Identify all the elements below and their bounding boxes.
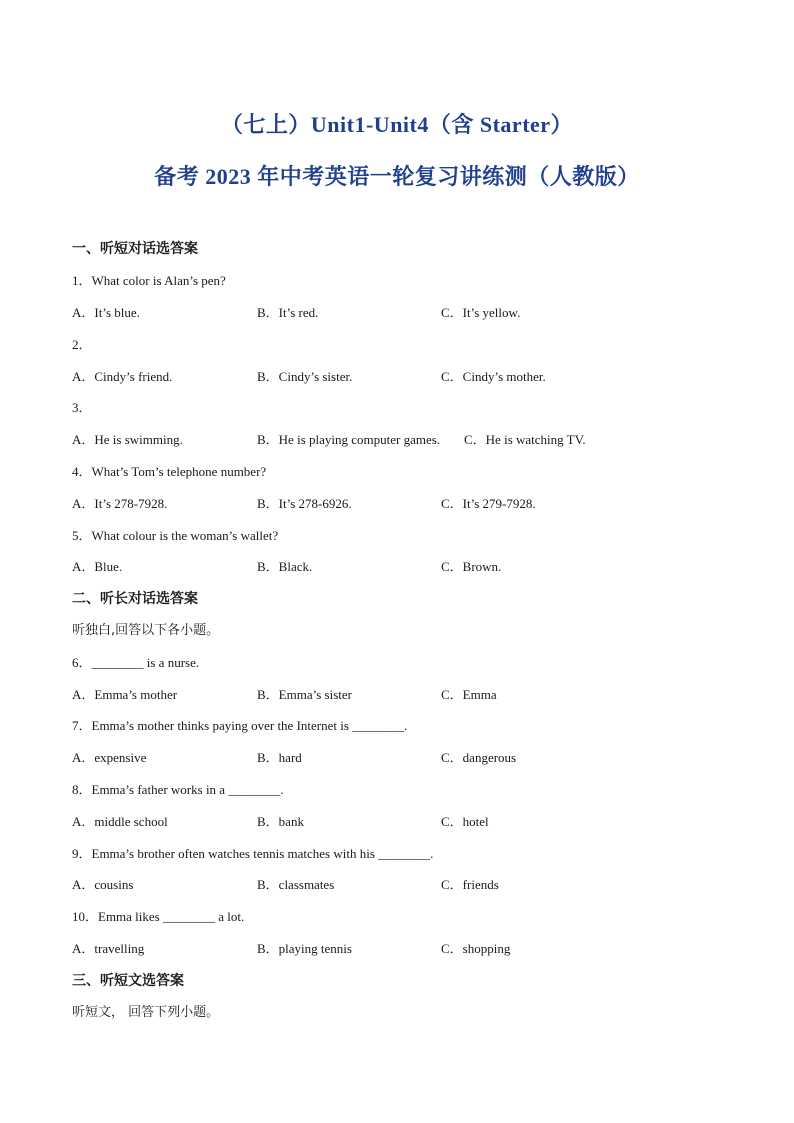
question-5-option-a: A．Blue. bbox=[72, 559, 123, 574]
question-3-option-a: A．He is swimming. bbox=[72, 432, 183, 447]
question-6-stem: 6．________ is a nurse. bbox=[72, 655, 200, 670]
question-3-option-b: B．He is playing computer games. bbox=[257, 432, 441, 447]
question-4-option-c: C．It’s 279-7928. bbox=[441, 496, 536, 511]
question-8-option-b: B．bank bbox=[257, 814, 304, 829]
question-1-option-b: B．It’s red. bbox=[257, 305, 319, 320]
question-5-stem: 5．What colour is the woman’s wallet? bbox=[72, 528, 279, 543]
question-8-option-a: A．middle school bbox=[72, 814, 168, 829]
question-9-option-c: C．friends bbox=[441, 877, 499, 892]
question-9-option-b: B．classmates bbox=[257, 877, 335, 892]
question-1-option-c: C．It’s yellow. bbox=[441, 305, 521, 320]
question-2-stem: 2． bbox=[72, 337, 92, 352]
question-6-option-a: A．Emma’s mother bbox=[72, 687, 178, 702]
question-6-option-b: B．Emma’s sister bbox=[257, 687, 352, 702]
question-7-option-a: A．expensive bbox=[72, 750, 147, 765]
question-10-option-b: B．playing tennis bbox=[257, 941, 352, 956]
question-4-option-b: B．It’s 278-6926. bbox=[257, 496, 352, 511]
section-heading-2: 二、听长对话选答案 bbox=[72, 591, 198, 607]
question-1-option-a: A．It’s blue. bbox=[72, 305, 140, 320]
section-2-instructions: 听独白,回答以下各小题。 bbox=[72, 623, 220, 638]
question-7-option-b: B．hard bbox=[257, 750, 302, 765]
question-5-option-b: B．Black. bbox=[257, 559, 313, 574]
question-10-option-c: C．shopping bbox=[441, 941, 511, 956]
question-3-option-c: C．He is watching TV. bbox=[464, 432, 586, 447]
section-heading-3: 三、听短文选答案 bbox=[72, 973, 184, 989]
question-1-stem: 1．What color is Alan’s pen? bbox=[72, 273, 226, 288]
question-10-stem: 10．Emma likes ________ a lot. bbox=[72, 909, 245, 924]
question-9-option-a: A．cousins bbox=[72, 877, 134, 892]
question-7-stem: 7．Emma’s mother thinks paying over the Internet is ________. bbox=[72, 718, 408, 733]
question-8-stem: 8．Emma’s father works in a ________. bbox=[72, 782, 284, 797]
question-4-stem: 4．What’s Tom’s telephone number? bbox=[72, 464, 267, 479]
document-subtitle: 备考 2023 年中考英语一轮复习讲练测（人教版） bbox=[154, 164, 640, 189]
question-6-option-c: C．Emma bbox=[441, 687, 497, 702]
question-2-option-b: B．Cindy’s sister. bbox=[257, 369, 353, 384]
question-10-option-a: A．travelling bbox=[72, 941, 145, 956]
question-8-option-c: C．hotel bbox=[441, 814, 489, 829]
question-5-option-c: C．Brown. bbox=[441, 559, 502, 574]
question-3-stem: 3． bbox=[72, 400, 92, 415]
question-7-option-c: C．dangerous bbox=[441, 750, 517, 765]
question-2-option-c: C．Cindy’s mother. bbox=[441, 369, 546, 384]
question-4-option-a: A．It’s 278-7928. bbox=[72, 496, 168, 511]
document-title: （七上）Unit1-Unit4（含 Starter） bbox=[220, 112, 574, 137]
question-9-stem: 9．Emma’s brother often watches tennis matches with his ________. bbox=[72, 846, 434, 861]
section-heading-1: 一、听短对话选答案 bbox=[72, 241, 198, 257]
question-2-option-a: A．Cindy’s friend. bbox=[72, 369, 173, 384]
section-3-instructions: 听短文， 回答下列小题。 bbox=[72, 1005, 220, 1020]
